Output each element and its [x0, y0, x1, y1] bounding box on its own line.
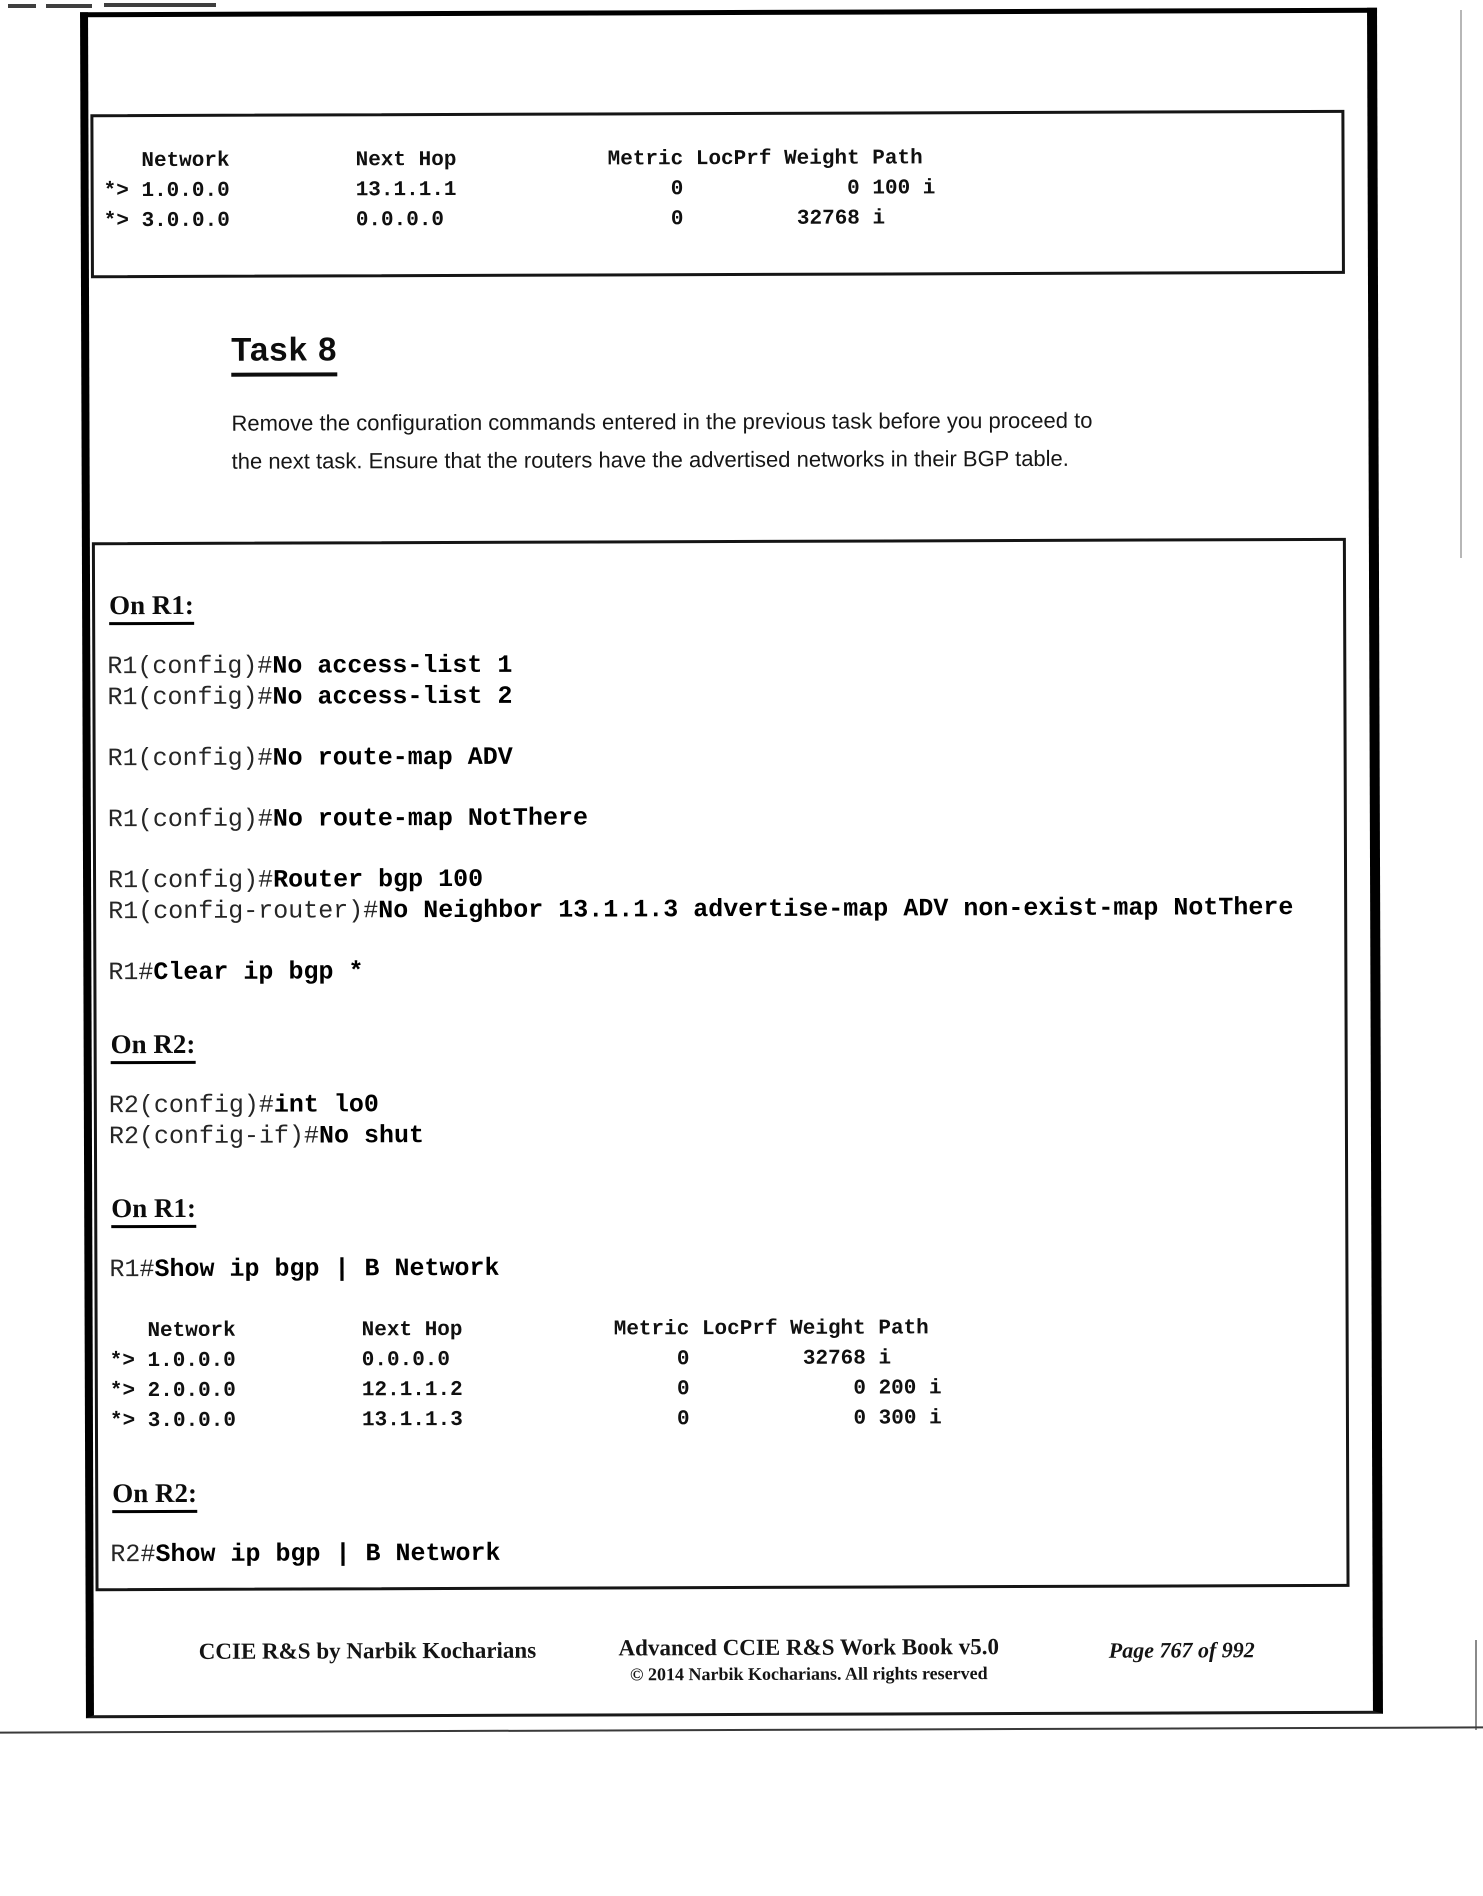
footer-page-number: Page 767 of 992	[1108, 1637, 1255, 1663]
cli-prompt: R1#	[108, 958, 154, 988]
cli-prompt: R1(config)#	[107, 743, 273, 774]
cli-prompt: R2#	[110, 1540, 156, 1570]
config-section-heading-text: On R2:	[111, 1029, 196, 1064]
cli-command: Clear ip bgp *	[153, 957, 364, 988]
page-border-frame	[80, 8, 1383, 1719]
scan-artifact-bottom-line	[0, 1726, 1483, 1733]
cli-command: int lo0	[273, 1090, 379, 1120]
cli-command: No shut	[318, 1121, 425, 1151]
cli-command: Router bgp 100	[273, 864, 484, 895]
cli-command-block	[108, 739, 1344, 774]
cli-prompt: R2(config-if)#	[108, 1121, 320, 1152]
cli-command: No Neighbor 13.1.1.3 advertise-map ADV non-exist-map NotThere	[378, 893, 1294, 926]
cli-command: Show ip bgp | B Network	[155, 1538, 501, 1570]
scan-artifact-dash	[8, 4, 36, 8]
config-section-heading-text: On R1:	[109, 590, 194, 625]
footer-copyright: © 2014 Narbik Kocharians. All rights reserved	[629, 1663, 988, 1685]
cli-prompt: R1(config-router)#	[108, 896, 379, 927]
cli-command-block	[107, 647, 1343, 713]
footer-book-title: Advanced CCIE R&S Work Book v5.0	[618, 1634, 999, 1661]
cli-command-block	[108, 800, 1344, 835]
cli-command: No route-map NotThere	[272, 803, 588, 834]
cli-prompt: R1(config)#	[107, 651, 273, 682]
task-description: Remove the configuration commands entered in the previous task before you proceed to the next task. Ensure that the routers have the advertised networks in their BGP table.	[231, 407, 1093, 474]
cli-command-block	[108, 953, 1344, 988]
cli-prompt: R2(config)#	[108, 1090, 274, 1121]
cli-command-block	[108, 861, 1344, 927]
scan-artifact-right-line	[1460, 10, 1462, 558]
scan-artifact-dash	[46, 4, 92, 8]
task-heading	[231, 330, 337, 376]
config-section-heading	[111, 1024, 1345, 1060]
task-heading-text: Task 8	[231, 330, 337, 376]
cli-prompt: R1(config)#	[107, 682, 273, 713]
config-section-heading	[111, 1188, 1345, 1224]
scan-artifact-dash	[104, 3, 216, 7]
cli-command-block	[110, 1535, 1346, 1570]
scan-artifact-right-line	[1475, 1640, 1477, 1730]
config-section-heading-text: On R1:	[111, 1193, 196, 1228]
footer-book-info	[564, 1634, 1054, 1686]
bgp-table: Network Next Hop Metric LocPrf Weight Path *> 1.0.0.0 0.0.0.0 0 32768 i *> 2.0.0.0 12.1.1.2 0 0 200 i *> 3.0.0.0 13.1.1.3 0 0 300 i	[109, 1317, 942, 1434]
config-section-heading	[109, 585, 1343, 621]
config-section-heading	[112, 1473, 1346, 1509]
footer-author: CCIE R&S by Narbik Kocharians	[198, 1637, 537, 1664]
cli-command: Show ip bgp | B Network	[154, 1253, 500, 1285]
cli-command: No access-list 2	[272, 681, 513, 712]
bgp-output-box-top	[90, 110, 1345, 278]
cli-prompt: R1(config)#	[108, 865, 274, 896]
cli-command: No access-list 1	[272, 650, 513, 681]
config-section-heading-text: On R2:	[112, 1478, 197, 1513]
cli-prompt: R1(config)#	[107, 804, 273, 835]
bgp-table: Network Next Hop Metric LocPrf Weight Path *> 1.0.0.0 13.1.1.1 0 0 100 i *> 3.0.0.0 0.0.0.0 0 32768 i	[103, 147, 936, 234]
cli-prompt: R1#	[109, 1255, 155, 1285]
config-box	[92, 538, 1350, 1591]
config-sections	[107, 585, 1346, 1570]
cli-command-block	[109, 1250, 1345, 1285]
cli-command: No route-map ADV	[272, 742, 513, 773]
cli-command-block	[109, 1086, 1345, 1152]
